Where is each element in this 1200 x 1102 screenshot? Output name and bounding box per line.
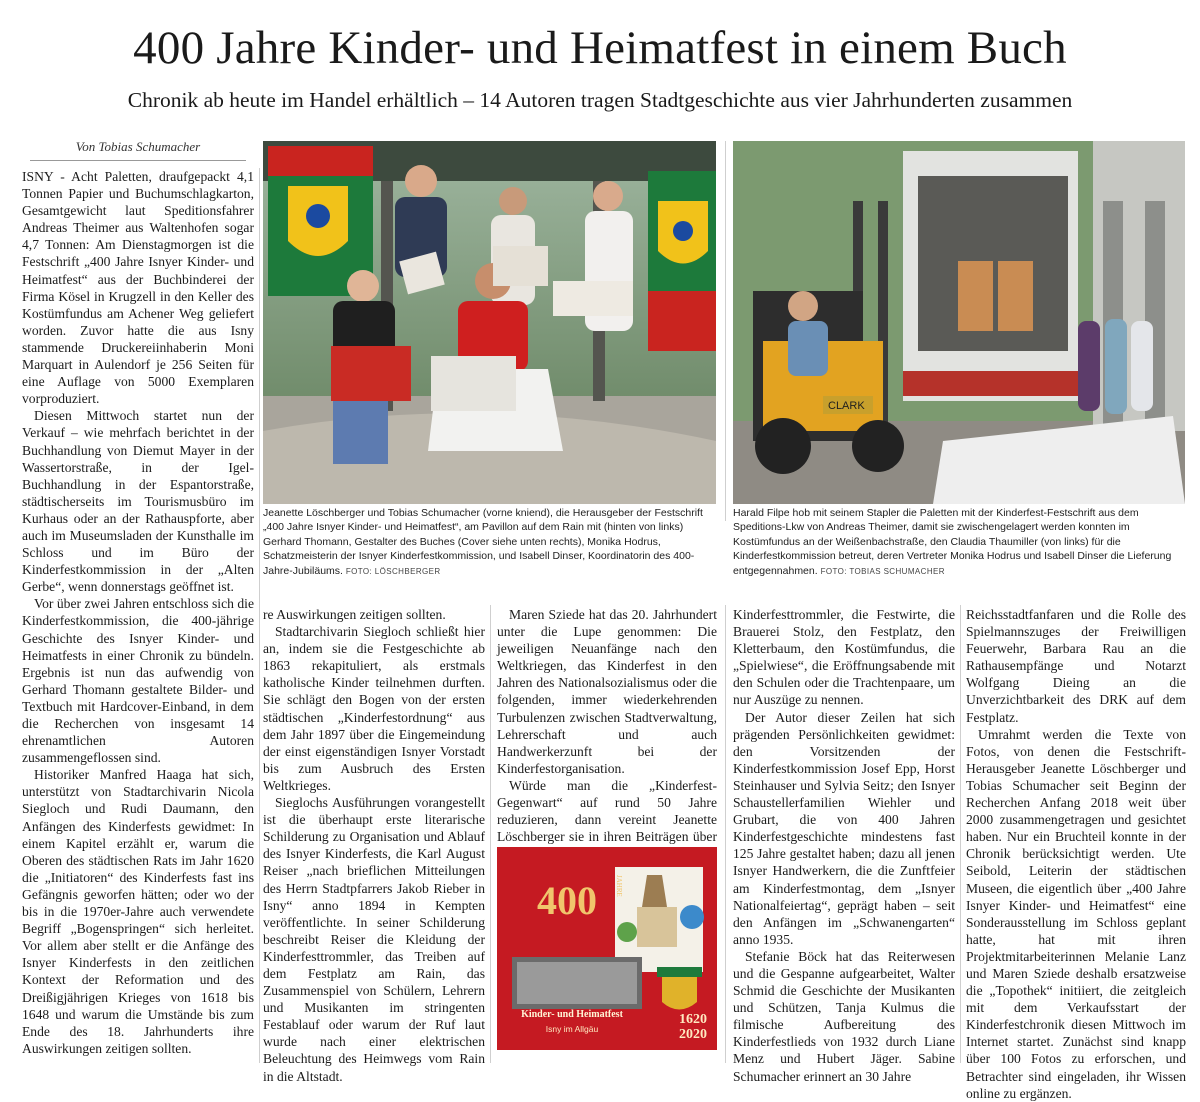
photo-forklift-delivery-image bbox=[733, 141, 1185, 504]
paragraph: Maren Sziede hat das 20. Jahrhundert unter die Lupe genommen: Die jeweiligen Neuanfänge nach den Weltkriegen, das Kinderfest in den Jahren des Nationalsozialismus oder die folgenden, immer wiederkehrenden Turbulenzen zwischen Stadtverwaltung, Lehrerschaft und auch Handwerkerzunft bei der Kinderfestorganisation. bbox=[497, 607, 717, 776]
cover-years bbox=[679, 1012, 707, 1042]
forklift-brand-label: CLARK bbox=[828, 400, 865, 412]
cover-place: Isny im Allgäu bbox=[545, 1024, 599, 1034]
headline: 400 Jahre Kinder- und Heimatfest in einem Buch bbox=[133, 22, 1067, 74]
photo-forklift-delivery bbox=[733, 141, 1185, 504]
cover-number: 400 bbox=[537, 878, 597, 923]
paragraph: Umrahmt werden die Texte von Fotos, von denen die Festschrift-Herausgeber Jeanette Löschberger und Tobias Schumacher seit Beginn der Recherchen Anfang 2018 weit über 2000 zusammengetragen und gesichtet haben. Nur ein Bruchteil konnte in der Chronik berücksichtigt werden. Ute Seibold, Leiterin der städtischen Museen, die eigentlich über „400 Jahre Isnyer Kinder- und Heimatfest“ eine Sonderausstellung im Schloss geplant hatte, hat mit ihren Projektmitarbeiterinnen Melanie Lanz und Maren Sziede deshalb ersatzweise die „Topothek“ initiiert, die zeitgleich mit dem Verkaufsstart der Kinderfestchronik diesen Mittwoch im Internet startet. Zunächst sind knapp über 100 Fotos zu erforschen, und Betrachter sind eingeladen, ihr Wissen online zu ergänzen. bbox=[966, 726, 1186, 1101]
column-divider bbox=[259, 168, 260, 1063]
photo-credit: FOTO: LÖSCHBERGER bbox=[345, 566, 441, 576]
paragraph: Reichsstadtfanfaren und die Rolle des Spielmannszuges der Freiwilligen Feuerwehr, Barbara Rau an die Rathausempfänge und Notarzt Wolfgang Dieing an die Unverzichtbarkeit des DRK auf dem Festplatz. bbox=[966, 607, 1186, 725]
paragraph: ISNY - Acht Paletten, draufgepackt 4,1 Tonnen Papier und Buchumschlagkarton, Gesamtgewicht laut Speditionsfahrer Andreas Theimer aus Waltenhofen sogar 4,7 Tonnen: Am Dienstagmorgen ist die Festschrift „400 Jahre Isnyer Kinder- und Heimatfest“ aus der Buchbinderei der Firma Kösel in Krugzell in den Keller des Kostümfundus am Achener Weg geliefert worden. Zuvor hatte die aus Isny stammende Druckereiinhaberin Moni Marquart in Aulendorf je 256 Seiten für eine Auflage von 5000 Exemplaren vorproduziert. bbox=[22, 169, 254, 407]
photo-editors-pavilion bbox=[263, 141, 716, 504]
cover-vertical-word: JAHRE bbox=[615, 875, 623, 897]
column-divider bbox=[960, 605, 961, 1063]
cover-title: Kinder- und Heimatfest bbox=[521, 1009, 623, 1020]
paragraph: Historiker Manfred Haaga hat sich, unterstützt von Stadtarchivarin Nicola Siegloch und Rudi Daumann, den Anfängen des Kinderfests gewidmet: In einem Kapitel erzählt er, warum die Oberen des städtischen Rats im Jahr 1620 die „Initiatoren“ des Kinderfests fast ins Gefängnis geworfen hätten; oder wo der bis in die 1970er-Jahre auch verwendete Begriff „Bogenspringen“ sich herleitet. Vor allem aber stellt er die Anfänge des Isnyer Kinderfests in den zeitlichen Kontext der Reformation und des Dreißigjährigen Krieges von 1618 bis 1648 und warum die Umstände bis zum Ende des 18. Jahrhunderts ihre Auswirkungen zeitigen sollten. bbox=[22, 767, 254, 1056]
cover-year-start: 1620 bbox=[679, 1012, 707, 1027]
photo-caption-right bbox=[733, 506, 1185, 579]
photo-caption-left bbox=[263, 506, 716, 579]
paragraph: re Auswirkungen zeitigen sollten. bbox=[263, 607, 446, 622]
article-column-5 bbox=[966, 606, 1186, 1101]
photo-editors-pavilion-image bbox=[263, 141, 716, 504]
article-column-4 bbox=[733, 606, 955, 1084]
paragraph: Kinderfesttrommler, die Festwirte, die Brauerei Stolz, den Festplatz, den Kletterbaum, den Kostümfundus, die „Spielwiese“, die Eröffnungsabende mit den Schulen oder die Trachtenpaare, um nur Auszüge zu nennen. bbox=[733, 607, 955, 708]
paragraph: Würde man die „Kinderfest-Gegenwart“ auf rund 50 Jahre reduzieren, dann vereint Jeanette Löschberger sie in ihren Beiträgen über bbox=[497, 777, 717, 845]
paragraph: Stadtarchivarin Siegloch schließt hier an, indem sie die Festgeschichte ab 1863 rekapituliert, als erstmals katholische Kinder teilnehmen durften. Sie schlägt den Bogen von der ersten städtischen „Kinderfestordnung“ aus dem Jahr 1897 über die Eingemeindung der einst eigenständigen Isnyer Vorstadt bis zum Ausbruch des Ersten Weltkrieges. bbox=[263, 624, 485, 793]
article-column-2 bbox=[263, 606, 485, 1084]
byline: Von Tobias Schumacher bbox=[75, 139, 201, 154]
paragraph: Der Autor dieser Zeilen hat sich prägenden Persönlichkeiten gewidmet: den Vorsitzenden der Kinderfestkommission Josef Epp, Horst Steinhauser und Sylvia Seitz; den Isnyer Schaustellerfamilien Wiehler und Grubart, die von 400 Jahren Kinderfestgeschichte mindestens fast 125 Jahre gestaltet haben; dazu all jenen Isnyer Handwerkern, die die Zunftfeier am Kinderfestmontag, dem „Isnyer Nationalfeiertag“, geprägt haben – seit den Anfängen im „Schwanengarten“ anno 1935. bbox=[733, 709, 955, 947]
photo-credit: FOTO: TOBIAS SCHUMACHER bbox=[820, 566, 945, 576]
article-column-3 bbox=[497, 606, 717, 845]
paragraph: Stefanie Böck hat das Reiterwesen und die Gespanne aufgearbeitet, Walter Schmid die Geschichte der Musikanten und Schützen, Tanja Kulmus die filmische Aufbereitung des Kinderfestlieds von 1932 durch Liane Menz und Hubert Jäger. Sabine Schumacher erinnert an 30 Jahre bbox=[733, 948, 955, 1084]
book-cover-image bbox=[497, 847, 717, 1050]
paragraph: Vor über zwei Jahren entschloss sich die Kinderfestkommission, die 400-jährige Geschichte des Isnyer Kinder- und Heimatfests in einer Chronik zu bündeln. Ergebnis ist nun das aufwendig von Gerhard Thomann gestaltete Bilder- und Textbuch mit Hardcover-Einband, in dem die Recherchen von insgesamt 14 ehrenamtlichen Autoren zusammengeflossen sind. bbox=[22, 596, 254, 766]
paragraph: Diesen Mittwoch startet nun der Verkauf – wie mehrfach berichtet in der Buchhandlung von Diemut Mayer in der Wassertorstraße, in der Igel-Buchhandlung in der Espantorstraße, städtischerseits im Tourismusbüro im Kurhaus oder an der Rathauspforte, aber auch im Museumsladen der Kunsthalle im Schloss und im Büro der Kinderfestkommission in der „Alten Gerbe“, wenn donnerstags geöffnet ist. bbox=[22, 408, 254, 595]
column-divider bbox=[490, 605, 491, 1063]
caption-text: Jeanette Löschberger und Tobias Schumacher (vorne kniend), die Herausgeber der Festschrift „400 Jahre Isnyer Kinder- und Heimatfest“, am Pavillon auf dem Rain mit (hinten von links) Gerhard Thomann, Gestalter des Buches (Cover siehe unten rechts), Monika Hodrus, Schatzmeisterin der Isnyer Kinderfestkommission, und Isabell Dinser, Koordinatorin des 400-Jahre-Jubiläums. bbox=[263, 507, 703, 577]
column-divider bbox=[725, 605, 726, 1063]
column-divider bbox=[725, 141, 726, 521]
caption-text: Harald Filpe hob mit seinem Stapler die Paletten mit der Kinderfest-Festschrift aus dem Speditions-Lkw von Andreas Theimer, damit sie zwischengelagert werden konnten im Kostümfundus an der Weißenbachstraße, den Claudia Thaumiller (von links) für die Kinderfestkommission betreut, deren Vertreter Monika Hodrus und Isabell Dinser die Lieferung entgegennahmen. bbox=[733, 507, 1172, 577]
byline-divider bbox=[30, 160, 246, 161]
paragraph: Sieglochs Ausführungen vorangestellt ist die überhaupt erste literarische Schilderung zu Organisation und Ablauf des Isnyer Kinderfests, die Karl August Reiser „nach brieflichen Mitteilungen des Herrn Stadtpfarrers Jakob Rieber in Isny“ anno 1894 in Kempten veröffentlichte. In seiner Schilderung beschreibt Reiser die Kleidung der Kinderfesttrommler, das Treiben auf dem Festplatz am Rain, das Zusammenspiel von Schülern, Lehrern und Musikanten im stringenten Festablauf oder warum der Ruf laut wurde nach einer elektrischen Beleuchtung des Heimwegs vom Rain in die Altstadt. bbox=[263, 795, 485, 1084]
cover-year-end: 2020 bbox=[679, 1027, 707, 1042]
article-column-1 bbox=[22, 168, 254, 1063]
subheadline: Chronik ab heute im Handel erhältlich – 14 Autoren tragen Stadtgeschichte aus vier Jahrhunderten zusammen bbox=[127, 88, 1073, 112]
